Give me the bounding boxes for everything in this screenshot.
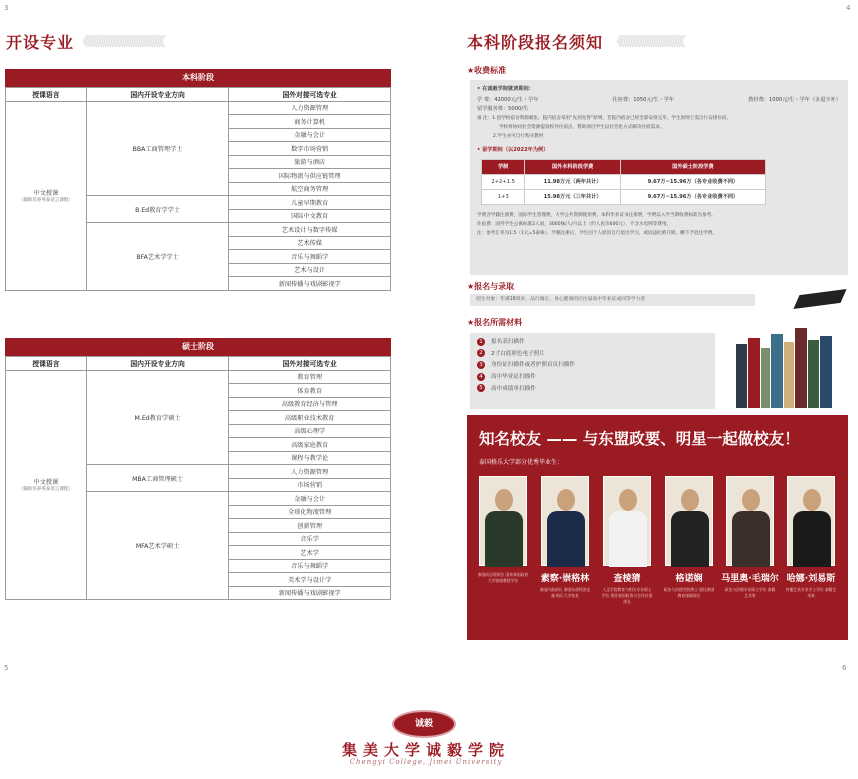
material-item bbox=[477, 384, 708, 396]
subject-cell: 艺术设计与数字传媒 bbox=[229, 223, 391, 237]
subject-cell: 金融与会计 bbox=[229, 492, 391, 506]
subject-cell: 旅游与酒店 bbox=[229, 155, 391, 169]
column-header: 授课语言 bbox=[6, 88, 87, 102]
column-header: 国内开设专业方向 bbox=[86, 357, 228, 371]
undergrad-table bbox=[5, 69, 391, 291]
major-cell: BBA工商管理学士 bbox=[86, 101, 228, 196]
portrait-head bbox=[742, 489, 760, 511]
major-cell: BFA艺术学学士 bbox=[86, 223, 228, 291]
fee-note: 住宿费：国外学生公寓标准2人间，3000铢/人/月以上（约人民币600元），不含水电网等费用。 bbox=[477, 222, 672, 227]
college-name: 集美大学诚毅学院 bbox=[341, 741, 510, 759]
section-header: 硕士阶段 bbox=[5, 338, 391, 356]
subject-cell: 高级教育经济与管理 bbox=[229, 397, 391, 411]
material-text: 报名表扫描件 bbox=[491, 339, 525, 345]
portrait-body bbox=[732, 511, 770, 567]
column-header: 授课语言 bbox=[6, 357, 87, 371]
language-text: 中文授课 bbox=[33, 479, 59, 487]
admission-text: 招生对象：年满18周岁，品行端正，身心健康的应往届高中毕业证或同等学力者 bbox=[476, 297, 646, 302]
column-header-row bbox=[6, 357, 391, 371]
master-table bbox=[5, 338, 391, 600]
fee-row bbox=[482, 175, 766, 190]
alumni-desc: 政治与治理学院博士 现任泰国教育部副部长 bbox=[663, 587, 715, 598]
subject-cell: 人力资源管理 bbox=[229, 101, 391, 115]
section-header: 本科阶段 bbox=[5, 69, 391, 87]
fee-cell: 1+3 bbox=[482, 190, 525, 205]
language-note: （辅助培养英泰语言课程） bbox=[18, 198, 73, 203]
subject-cell: 数字市场营销 bbox=[229, 142, 391, 156]
number-badge: 1 bbox=[477, 338, 485, 346]
alumni-photo bbox=[787, 476, 835, 566]
page-title: 本科阶段报名须知 bbox=[467, 33, 604, 52]
fee-row bbox=[482, 190, 766, 205]
college-name-en: Chengyi College, Jimei University bbox=[349, 758, 503, 766]
portrait-head bbox=[619, 489, 637, 511]
subject-cell: 音乐与舞蹈学 bbox=[229, 559, 391, 573]
subject-cell: 高级家庭教育 bbox=[229, 438, 391, 452]
subject-cell: 国际物流与供应链管理 bbox=[229, 169, 391, 183]
subject-cell: 人力资源管理 bbox=[229, 465, 391, 479]
subject-cell: 全球化物流管理 bbox=[229, 505, 391, 519]
major-cell: B.Ed教育学学士 bbox=[86, 196, 228, 223]
subject-cell: 航空商务管理 bbox=[229, 182, 391, 196]
material-item bbox=[477, 372, 708, 384]
major-cell: M.Ed教育学硕士 bbox=[86, 370, 228, 465]
subject-cell: 新闻传播与戏剧影视学 bbox=[229, 277, 391, 291]
subject-cell: 高级心理学 bbox=[229, 424, 391, 438]
page-number: 4 bbox=[846, 4, 851, 12]
subject-cell: 市场营销 bbox=[229, 478, 391, 492]
subject-cell: 音乐与舞蹈学 bbox=[229, 250, 391, 264]
alumni-photo bbox=[541, 476, 589, 566]
alumni-name: 查棱猜 bbox=[613, 574, 641, 584]
page-number: 3 bbox=[4, 4, 9, 12]
alumni-desc: 政治与治理专业硕士学位 泰籍艺术家 bbox=[724, 587, 776, 598]
fee-heading bbox=[467, 65, 506, 76]
alumni-photo bbox=[479, 476, 527, 566]
admission-heading bbox=[467, 281, 514, 292]
portrait-body bbox=[485, 511, 523, 567]
column-header: 国外对接可选专业 bbox=[229, 88, 391, 102]
domestic-label: • 在诚毅学院就读期间： bbox=[477, 86, 534, 92]
fee-cell: 2+2+1.5 bbox=[482, 175, 525, 190]
subject-cell: 体育教育 bbox=[229, 384, 391, 398]
number-badge: 2 bbox=[477, 349, 485, 357]
material-text: 身份证扫描件或者护照首页扫描件 bbox=[491, 362, 575, 369]
fee-table bbox=[481, 159, 766, 205]
note-text: 备 注：1.因学校宿舍资源紧张，院内宿舍采用“先到先得”原则。若院内宿舍已经全部安排完毕，学生原则上需自行安排住宿。 bbox=[477, 116, 732, 121]
number-badge: 5 bbox=[477, 384, 485, 392]
subject-cell: 音乐学 bbox=[229, 532, 391, 546]
decorative-chevrons: 《《《《《《《《《《《《《《《《《《《 bbox=[610, 35, 684, 50]
material-text: 高中毕业证扫描件 bbox=[491, 374, 536, 381]
material-text: 2寸白底彩色电子照片 bbox=[491, 350, 545, 357]
portrait-head bbox=[681, 489, 699, 511]
table-row bbox=[6, 101, 391, 115]
graduation-cap-icon bbox=[793, 289, 846, 309]
portrait-body bbox=[793, 511, 831, 567]
fee-note: 学费含学籍注册费，国际学生管理费，大学公共资源使用费，本科毕业证书注册费，学费以入学当期收费标准为参考。 bbox=[477, 213, 716, 218]
portrait-body bbox=[547, 511, 585, 567]
material-item bbox=[477, 360, 708, 372]
material-item bbox=[477, 337, 708, 349]
material-item bbox=[477, 349, 708, 361]
note-text: 学校将协同社会资源提高校外住宿点，帮助项目学生以社会化方式解决住宿需求。 bbox=[499, 125, 665, 130]
alumni-name: 马里奥·毛瑞尔 bbox=[721, 574, 779, 584]
portrait-body bbox=[671, 511, 709, 567]
alumni-desc: 泰国前总理英拉 国家泰国政府大学客座教授学位 bbox=[477, 572, 529, 583]
page-number: 5 bbox=[4, 664, 9, 672]
fee-header: 国外本科阶段学费 bbox=[525, 160, 621, 175]
alumni-subtitle: 泰国格乐大学部分优秀毕业生： bbox=[479, 459, 564, 466]
decorative-chevrons: 《《《《《《《《《《《《《《《《《《《《《《《 bbox=[76, 35, 164, 50]
deposit-text: 留学服务费：5000/生 bbox=[477, 106, 529, 112]
subject-cell: 课程与教学论 bbox=[229, 451, 391, 465]
subject-cell: 商务计算机 bbox=[229, 115, 391, 129]
major-cell: MBA工商管理硕士 bbox=[86, 465, 228, 492]
subject-cell: 美术学与设计学 bbox=[229, 573, 391, 587]
language-note: （辅助培养英泰语言课程） bbox=[18, 487, 73, 493]
column-header: 国外对接可选专业 bbox=[229, 357, 391, 371]
alumni-name: 素察·崇格林 bbox=[540, 574, 590, 584]
language-text: 中文授课 bbox=[33, 190, 59, 197]
fee-box bbox=[470, 80, 848, 275]
subject-cell: 教育管理 bbox=[229, 370, 391, 384]
fee-cell: 9.67万~15.96万（各专业收费不同） bbox=[620, 175, 765, 190]
admission-box bbox=[470, 294, 755, 306]
alumni-desc: 人文学院教育与相关专业硕士学位 现任泰国政务与合作社部部长 bbox=[601, 587, 653, 604]
fee-header: 学制 bbox=[482, 160, 525, 175]
column-header: 国内开设专业方向 bbox=[86, 88, 228, 102]
alumni-panel bbox=[467, 415, 848, 640]
subject-cell: 金融与会计 bbox=[229, 128, 391, 142]
alumni-title: 知名校友 —— 与东盟政要、明星一起做校友！ bbox=[479, 430, 800, 448]
materials-heading bbox=[467, 317, 522, 328]
tuition-text: 学 费：42000元/生・学年 bbox=[477, 97, 539, 103]
portrait-head bbox=[495, 489, 513, 511]
fee-header: 国外硕士阶段学费 bbox=[620, 160, 765, 175]
subject-cell: 国际中文教育 bbox=[229, 209, 391, 223]
portrait-head bbox=[803, 489, 821, 511]
heading-text: ★收费标准 bbox=[467, 66, 507, 75]
alumni-name: 哈娜·刘易斯 bbox=[786, 574, 836, 584]
alumni-desc: 泰国内政部长 泰国东部经济走廊 格乐大学校友 bbox=[539, 587, 591, 598]
number-badge: 4 bbox=[477, 373, 485, 381]
subject-cell: 艺术学 bbox=[229, 546, 391, 560]
subject-cell: 儿童早期教育 bbox=[229, 196, 391, 210]
fee-note: 注：参考汇率为1:5（1元=5泰铢），学籍注册后，学生因个人原因自行退出学习，或因违纪被开除，概不予退还学费。 bbox=[477, 231, 717, 236]
accommodation-text: 住宿费：1050元/生・学年 bbox=[612, 97, 675, 103]
alumni-photo bbox=[726, 476, 774, 566]
heading-text: ★报名与录取 bbox=[467, 282, 515, 291]
alumni-name: 格诺娴 bbox=[675, 574, 703, 584]
college-logo bbox=[392, 710, 456, 738]
portrait-head bbox=[557, 489, 575, 511]
language-cell bbox=[6, 101, 87, 290]
subject-cell: 高级职业技术教育 bbox=[229, 411, 391, 425]
material-text: 高中成绩单扫描件 bbox=[491, 385, 536, 392]
number-badge: 3 bbox=[477, 361, 485, 369]
materials-box bbox=[470, 333, 715, 409]
fee-cell: 11.98万元（两年共计） bbox=[525, 175, 621, 190]
alumni-photo bbox=[665, 476, 713, 566]
major-cell: MFA艺术学硕士 bbox=[86, 492, 228, 600]
major-table bbox=[5, 87, 391, 291]
heading-text: ★报名所需材料 bbox=[467, 318, 523, 327]
subject-cell: 新闻传播与戏剧影视学 bbox=[229, 586, 391, 600]
fee-header-row bbox=[482, 160, 766, 175]
logo-text: 诚毅 bbox=[414, 719, 433, 729]
note-text: 2.学生亦可自行购买教材 bbox=[493, 134, 544, 139]
portrait-body bbox=[609, 511, 647, 567]
subject-cell: 创新管理 bbox=[229, 519, 391, 533]
column-header-row bbox=[6, 88, 391, 102]
abroad-label: • 留学期间（以2022年为例） bbox=[477, 147, 549, 153]
subject-cell: 艺术传媒 bbox=[229, 236, 391, 250]
alumni-desc: 传播艺术专业学士学位 泰籍艺术家 bbox=[785, 587, 837, 598]
page-title: 开设专业 bbox=[6, 33, 75, 52]
alumni-photo bbox=[603, 476, 651, 566]
language-cell bbox=[6, 370, 87, 600]
page-number: 6 bbox=[842, 664, 847, 672]
table-row bbox=[6, 370, 391, 384]
fee-cell: 15.98万元（三年共计） bbox=[525, 190, 621, 205]
subject-cell: 艺术与设计 bbox=[229, 263, 391, 277]
fee-cell: 9.67万~15.96万（各专业收费不同） bbox=[620, 190, 765, 205]
textbook-text: 教材费：1000元/生・学年（多退少补） bbox=[748, 97, 841, 103]
books-illustration bbox=[724, 290, 848, 408]
major-table bbox=[5, 356, 391, 600]
